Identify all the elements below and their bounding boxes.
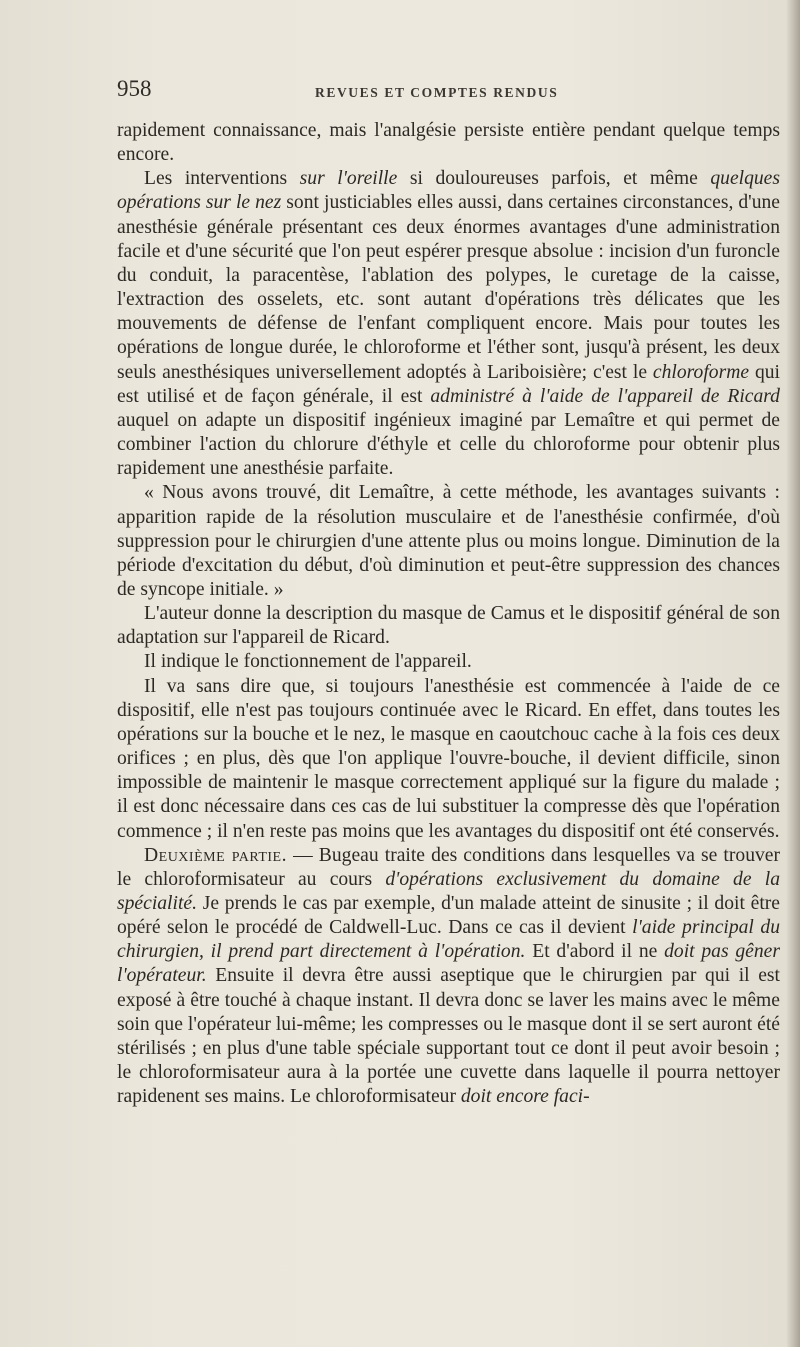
italic-phrase: l'aide principal du chirurgien, il prend part directement à l'opération.	[117, 917, 780, 963]
paragraph-text: Les interventions	[144, 168, 300, 190]
paragraph-2	[117, 167, 780, 481]
italic-phrase: d'opérations exclusivement du domaine de la spécialité.	[117, 868, 780, 914]
paragraph-text: Ensuite il devra être aussi aseptique que le chirurgien par qui il est exposé à être touché à chaque instant. Il devra donc se laver les mains avec le même soin que l'opérateur lui-même; les compresses ou le masque dont il se sert auront été stérilisés ; en plus d'une table spéciale supportant tout ce dont il peut avoir besoin ; le chloroformisateur aura à la portée une cuvette dans laquelle il pourra nettoyer rapidenent ses mains. Le chloroformisateur	[117, 965, 780, 1108]
running-head: REVUES ET COMPTES RENDUS	[315, 85, 559, 100]
paragraph-text: Je prends le cas par exemple, d'un malade atteint de sinusite ; il doit être opéré selon le procédé de Caldwell-Luc. Dans ce cas il devient	[117, 893, 780, 939]
paragraph-4	[117, 602, 780, 650]
paragraph-text: « Nous avons trouvé, dit Lemaître, à cette méthode, les avantages suivants : apparition rapide de la résolution musculaire et de l'anesthésie confirmée, d'où suppression pour le chirurgien d'une attente plus ou moins longue. Diminution de la période d'excitation du début, d'où diminution et peut-être suppression des chances de syncope initiale. »	[117, 482, 780, 600]
paragraph-text: auquel on adapte un dispositif ingénieux imaginé par Lemaître et qui permet de combiner l'action du chlorure d'éthyle et celle du chloroforme pour obtenir plus rapidement une anesthésie parfaite.	[117, 409, 780, 480]
article-body	[117, 119, 780, 1109]
paragraph-text: Il indique le fonctionnement de l'appareil.	[144, 651, 472, 673]
paragraph-6	[117, 675, 780, 844]
italic-phrase: quelques opérations sur le nez	[117, 168, 780, 214]
section-heading: Deuxième partie.	[144, 844, 288, 866]
paragraph-text: qui est utilisé et de façon générale, il est	[117, 361, 780, 407]
paragraph-1	[117, 119, 780, 167]
paragraph-text: Et d'abord il ne	[525, 941, 665, 963]
paragraph-text: sont justiciables elles aussi, dans certaines circonstances, d'une anesthésie générale présentant ces deux énormes avantages d'une administration facile et d'une sécurité que l'on peut espérer presque absolue : incision d'un furoncle du conduit, la paracentèse, l'ablation des polypes, le curetage de la caisse, l'extraction des osselets, etc. sont autant d'opérations très délicates que les mouvements de défense de l'enfant compliquent encore. Mais pour toutes les opérations de longue durée, le chloroforme et l'éther sont, jusqu'à présent, les deux seuls anesthésiques universellement adoptés à Lariboisière; c'est le	[117, 192, 780, 383]
page-header	[117, 76, 782, 106]
paragraph-7	[117, 844, 780, 1110]
paragraph-text: rapidement connaissance, mais l'analgésie persiste entière pendant quelque temps encore.	[117, 120, 780, 166]
paragraph-text: L'auteur donne la description du masque de Camus et le dispositif général de son adaptation sur l'appareil de Ricard.	[117, 603, 780, 649]
paragraph-text: Il va sans dire que, si toujours l'anesthésie est commencée à l'aide de ce dispositif, elle n'est pas toujours continuée avec le Ricard. En effet, dans toutes les opérations sur la bouche et le nez, le masque en caoutchouc cache à la fois ces deux orifices ; en plus, dès que l'on applique l'ouvre-bouche, il devient difficile, sinon impossible de maintenir le masque correctement appliqué sur la figure du malade ; il est donc nécessaire dans ces cas de lui substituer la compresse dès que l'opération commence ; il n'en reste pas moins que les avantages du dispositif ont été conservés.	[117, 675, 780, 842]
italic-phrase: doit encore faci-	[460, 1086, 590, 1108]
paragraph-3-quote	[117, 481, 780, 602]
italic-phrase: administré à l'aide de l'appareil de Ricard	[430, 385, 780, 407]
italic-phrase: chloroforme	[652, 361, 750, 383]
paragraph-text: si douloureuses parfois, et même	[397, 168, 711, 190]
paragraph-5	[117, 650, 780, 674]
italic-phrase: sur l'oreille	[299, 168, 398, 190]
paragraph-text: — Bugeau traite des conditions dans lesquelles va se trouver le chloroformisateur au cours	[117, 844, 781, 890]
italic-phrase: doit pas gêner l'opérateur.	[117, 941, 780, 987]
page-number: 958	[117, 76, 152, 101]
